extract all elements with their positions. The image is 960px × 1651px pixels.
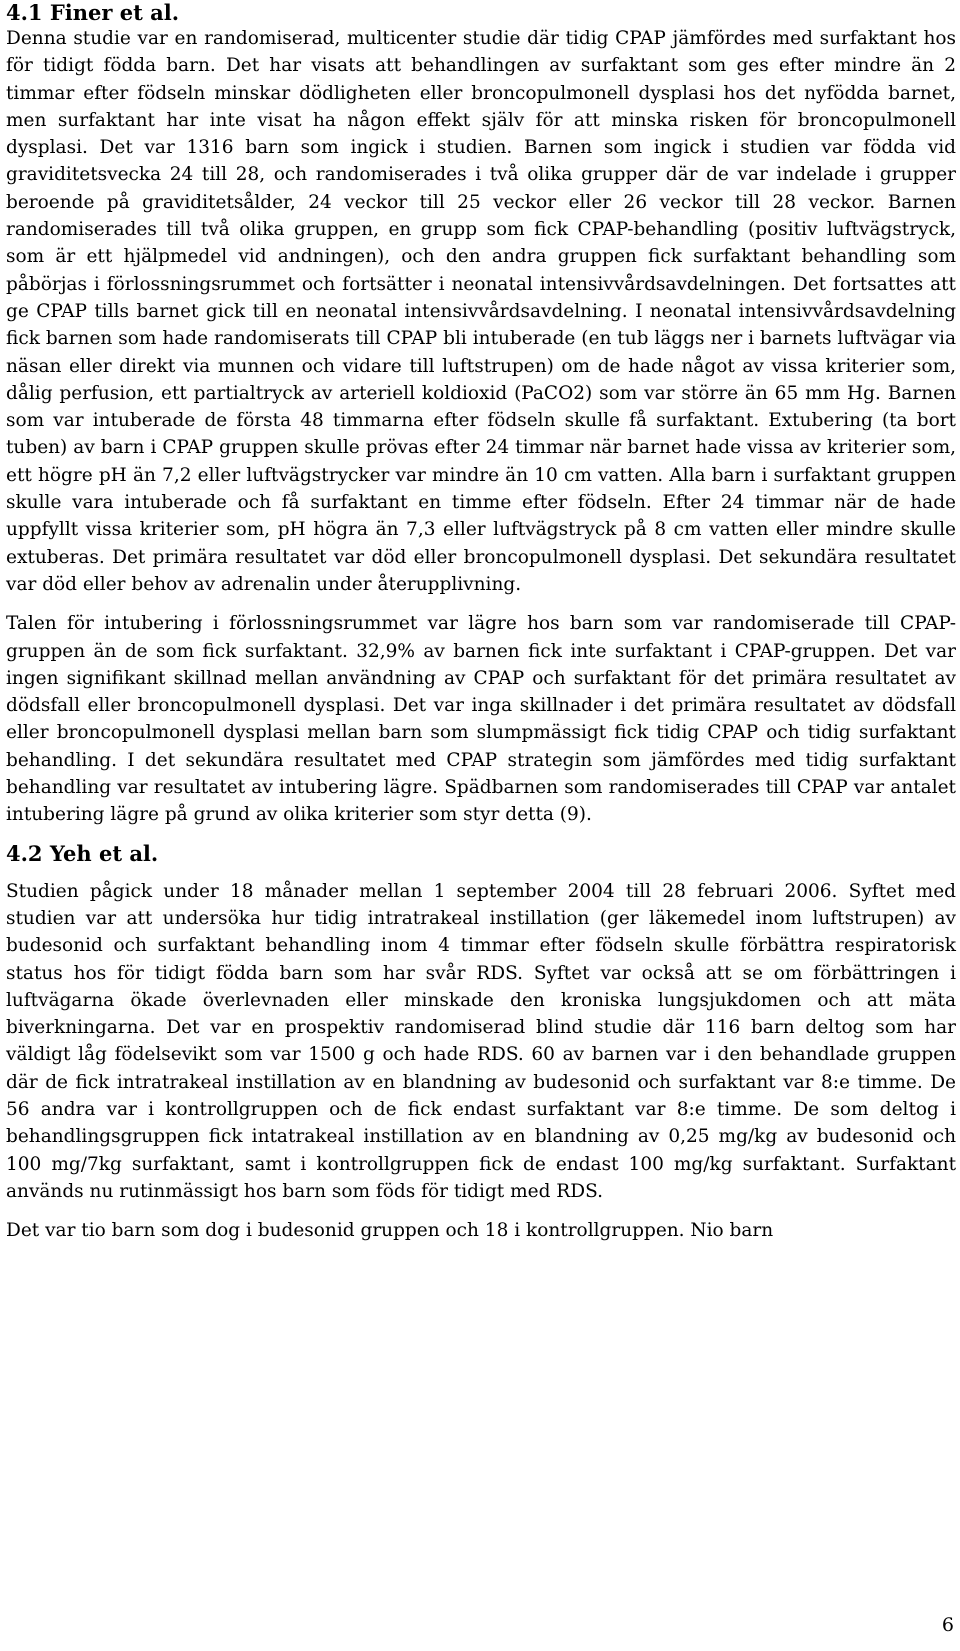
paragraph-finer-results: Talen för intubering i förlossningsrummet var lägre hos barn som var randomiserade till CPAP-gruppen än de som fick surfaktant. 32,9% av barnen fick inte surfaktant i CPAP-gruppen. Det var ingen signifikant skillnad mellan användning av CPAP och surfaktant för det primära resultatet av dödsfall eller broncopulmonell dysplasi. Det var inga skillnader i det primära resultatet av dödsfall eller broncopulmonell dysplasi mellan barn som slumpmässigt fick tidig CPAP och tidig surfaktant behandling. I det sekundära resultatet med CPAP strategin som jämfördes med tidig surfaktant behandling var resultatet av intubering lägre. Spädbarnen som randomiserades till CPAP var antalet intubering lägre på grund av olika kriterier som styr detta (9). [6, 613, 956, 826]
section-spacer [6, 829, 956, 841]
section-heading-yeh: 4.2 Yeh et al. [6, 840, 159, 866]
paragraph-yeh-results: Det var tio barn som dog i budesonid gruppen och 18 i kontrollgruppen. Nio barn [6, 1220, 774, 1242]
heading-spacer [6, 866, 956, 878]
paragraph-finer-method: Denna studie var en randomiserad, multicenter studie där tidig CPAP jämfördes med surfaktant hos för tidigt födda barn. Det har visats att behandlingen av surfaktant som ges efter mindre än 2 timmar efter födseln minskar dödligheten eller broncopulmonell dysplasi hos det nyfödda barnet, men surfaktant har inte visat ha någon effekt själv för att minska risken för broncopulmonell dysplasi. Det var 1316 barn som ingick i studien. Barnen som ingick i studien var födda vid graviditetsvecka 24 till 28, och randomiserades i två olika grupper där de var indelade i grupper beroende på graviditetsålder, 24 veckor till 25 veckor eller 26 veckor till 28 veckor. Barnen randomiserades till två olika gruppen, en grupp som fick CPAP-behandling (positiv luftvägstryck, som är ett hjälpmedel vid andningen), och den andra gruppen fick surfaktant behandling som påbörjas i förlossningsrummet och fortsätter i neonatal intensivvårdsavdelningen. Det fortsattes att ge CPAP tills barnet gick till en neonatal intensivvårdsavdelning. I neonatal intensivvårdsavdelning fick barnen som hade randomiserats till CPAP bli intuberade (en tub läggs ner i barnets luftvägar via näsan eller direkt via munnen och vidare till luftstrupen) om de hade något av vissa kriterier som, dålig perfusion, ett partialtryck av arteriell koldioxid (PaCO2) som var större än 65 mm Hg. Barnen som var intuberade de första 48 timmarna efter födseln skulle få surfaktant. Extubering (ta bort tuben) av barn i CPAP gruppen skulle prövas efter 24 timmar när barnet hade vissa av kriterier som, ett högre pH än 7,2 eller luftvägstrycker var mindre än 10 cm vatten. Alla barn i surfaktant gruppen skulle vara intuberade och få surfaktant en timme efter födseln. Efter 24 timmar när de hade uppfyllt vissa kriterier som, pH högra än 7,3 eller luftvägstryck på 8 cm vatten eller mindre skulle extuberas. Det primära resultatet var död eller broncopulmonell dysplasi. Det sekundära resultatet var död eller behov av adrenalin under återupplivning. [6, 28, 956, 595]
document-page [6, 0, 956, 1244]
paragraph-spacer [6, 1205, 956, 1217]
paragraph-spacer [6, 598, 956, 610]
section-heading-finer: 4.1 Finer et al. [6, 0, 180, 25]
paragraph-yeh-method: Studien pågick under 18 månader mellan 1 september 2004 till 28 februari 2006. Syftet med studien var att undersöka hur tidig intratrakeal instillation (ger läkemedel inom luftstrupen) av budesonid och surfaktant behandling inom 4 timmar efter födseln skulle förbättra respiratorisk status hos för tidigt födda barn som har svår RDS. Syftet var också att se om förbättringen i luftvägarna ökade överlevnaden eller minskade den kroniska lungsjukdomen och att mäta biverkningarna. Det var en prospektiv randomiserad blind studie där 116 barn deltog som har väldigt låg födelsevikt som var 1500 g och hade RDS. 60 av barnen var i den behandlade gruppen där de fick intratrakeal instillation av en blandning av budesonid och surfaktant var 8:e timme. De 56 andra var i kontrollgruppen och de fick endast surfaktant var 8:e timme. De som deltog i behandlingsgruppen fick intatrakeal instillation av en blandning av 0,25 mg/kg av budesonid och 100 mg/7kg surfaktant, samt i kontrollgruppen fick de endast 100 mg/kg surfaktant. Surfaktant används nu rutinmässigt hos barn som föds för tidigt med RDS. [6, 880, 956, 1202]
page-number: 6 [941, 1614, 954, 1636]
